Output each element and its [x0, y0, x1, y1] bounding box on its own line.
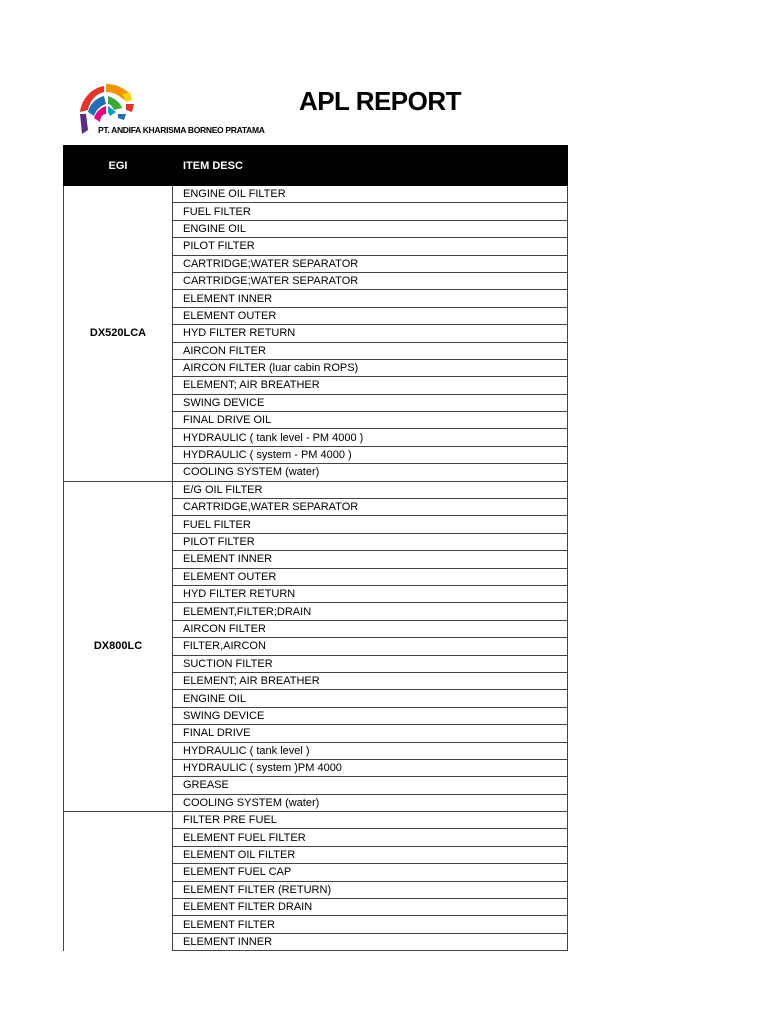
item-desc-cell: FUEL FILTER: [173, 203, 568, 220]
item-desc-cell: SUCTION FILTER: [173, 655, 568, 672]
item-desc-cell: COOLING SYSTEM (water): [173, 464, 568, 481]
item-desc-cell: ENGINE OIL FILTER: [173, 186, 568, 203]
item-desc-cell: CARTRIDGE;WATER SEPARATOR: [173, 272, 568, 289]
table-body: [64, 186, 568, 951]
item-desc-cell: ELEMENT INNER: [173, 933, 568, 950]
item-desc-cell: ELEMENT OIL FILTER: [173, 846, 568, 863]
item-desc-cell: ELEMENT FILTER (RETURN): [173, 881, 568, 898]
table-row: [64, 186, 568, 203]
item-desc-cell: ELEMENT; AIR BREATHER: [173, 672, 568, 689]
item-desc-cell: CARTRIDGE;WATER SEPARATOR: [173, 255, 568, 272]
item-desc-cell: FILTER,AIRCON: [173, 638, 568, 655]
egi-cell: DX800LC: [64, 481, 173, 811]
company-logo: [70, 80, 270, 144]
item-desc-cell: ENGINE OIL: [173, 220, 568, 237]
item-desc-cell: HYDRAULIC ( system - PM 4000 ): [173, 446, 568, 463]
item-desc-cell: HYD FILTER RETURN: [173, 325, 568, 342]
apl-report-table: [63, 145, 568, 951]
item-desc-cell: AIRCON FILTER (luar cabin ROPS): [173, 359, 568, 376]
item-desc-cell: CARTRIDGE,WATER SEPARATOR: [173, 499, 568, 516]
item-desc-cell: SWING DEVICE: [173, 707, 568, 724]
item-desc-cell: ENGINE OIL: [173, 690, 568, 707]
item-desc-cell: HYDRAULIC ( system )PM 4000: [173, 759, 568, 776]
item-desc-cell: ELEMENT FILTER: [173, 916, 568, 933]
item-desc-cell: FUEL FILTER: [173, 516, 568, 533]
page-title: APL REPORT: [298, 86, 462, 116]
item-desc-cell: E/G OIL FILTER: [173, 481, 568, 498]
item-desc-cell: ELEMENT OUTER: [173, 568, 568, 585]
item-desc-cell: GREASE: [173, 777, 568, 794]
item-desc-cell: SWING DEVICE: [173, 394, 568, 411]
item-desc-cell: ELEMENT; AIR BREATHER: [173, 377, 568, 394]
column-header-egi: EGI: [64, 146, 173, 186]
egi-cell: DX520LCA: [64, 186, 173, 482]
egi-cell: [64, 812, 173, 951]
item-desc-cell: ELEMENT INNER: [173, 290, 568, 307]
item-desc-cell: FINAL DRIVE: [173, 725, 568, 742]
table-header-row: [64, 146, 568, 186]
item-desc-cell: ELEMENT FUEL CAP: [173, 864, 568, 881]
item-desc-cell: COOLING SYSTEM (water): [173, 794, 568, 811]
item-desc-cell: PILOT FILTER: [173, 238, 568, 255]
item-desc-cell: ELEMENT FILTER DRAIN: [173, 899, 568, 916]
item-desc-cell: ELEMENT FUEL FILTER: [173, 829, 568, 846]
item-desc-cell: AIRCON FILTER: [173, 342, 568, 359]
item-desc-cell: ELEMENT INNER: [173, 551, 568, 568]
item-desc-cell: ELEMENT OUTER: [173, 307, 568, 324]
column-header-item-desc: ITEM DESC: [173, 146, 568, 186]
company-name: PT. ANDIFA KHARISMA BORNEO PRATAMA: [98, 125, 265, 135]
item-desc-cell: HYDRAULIC ( tank level - PM 4000 ): [173, 429, 568, 446]
table-row: [64, 812, 568, 829]
item-desc-cell: ELEMENT,FILTER;DRAIN: [173, 603, 568, 620]
item-desc-cell: HYD FILTER RETURN: [173, 585, 568, 602]
item-desc-cell: FINAL DRIVE OIL: [173, 412, 568, 429]
item-desc-cell: AIRCON FILTER: [173, 620, 568, 637]
item-desc-cell: HYDRAULIC ( tank level ): [173, 742, 568, 759]
table-row: [64, 481, 568, 498]
item-desc-cell: PILOT FILTER: [173, 533, 568, 550]
item-desc-cell: FILTER PRE FUEL: [173, 812, 568, 829]
